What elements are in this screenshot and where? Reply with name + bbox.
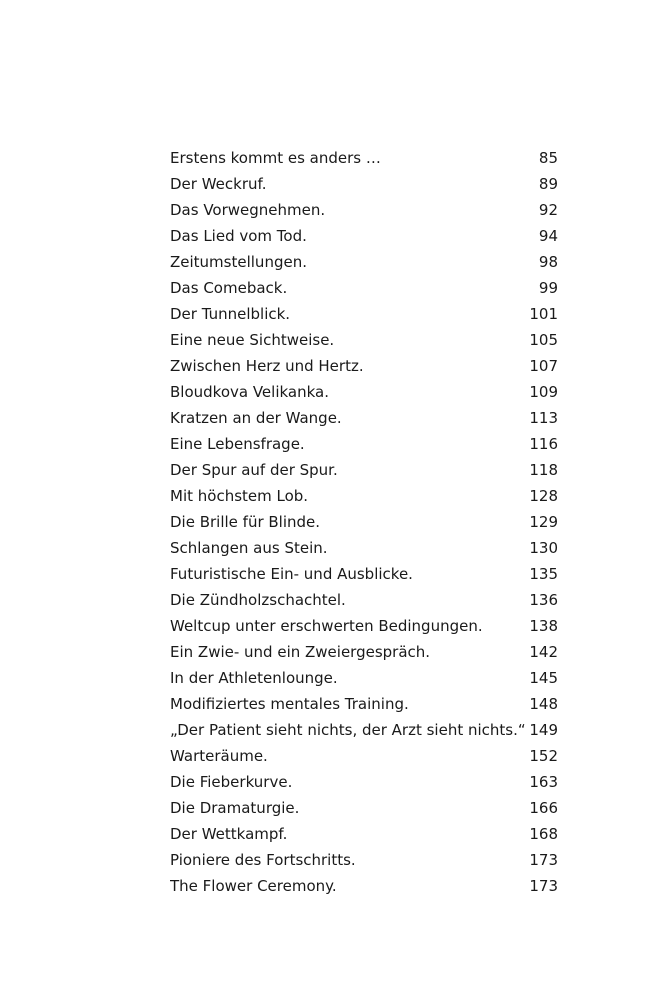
toc-entry-title: Zeitumstellungen. — [170, 253, 307, 271]
toc-entry-title: Das Lied vom Tod. — [170, 227, 307, 245]
toc-entry-page-number: 129 — [529, 513, 558, 531]
toc-entry-title: Die Zündholzschachtel. — [170, 591, 346, 609]
toc-entry-page-number: 138 — [529, 617, 558, 635]
toc-entry — [170, 249, 558, 275]
toc-entry-title: The Flower Ceremony. — [170, 877, 337, 895]
toc-entry-page-number: 107 — [529, 357, 558, 375]
toc-entry — [170, 171, 558, 197]
toc-entry — [170, 145, 558, 171]
toc-entry — [170, 197, 558, 223]
toc-entry-page-number: 89 — [538, 175, 558, 193]
toc-entry-title: Futuristische Ein- und Ausblicke. — [170, 565, 413, 583]
toc-entry — [170, 405, 558, 431]
toc-entry — [170, 509, 558, 535]
toc-entry-page-number: 98 — [538, 253, 558, 271]
toc-entry-title: Kratzen an der Wange. — [170, 409, 342, 427]
toc-entry — [170, 275, 558, 301]
toc-entry — [170, 613, 558, 639]
toc-entry-page-number: 142 — [529, 643, 558, 661]
toc-entry — [170, 665, 558, 691]
toc-entry-title: Bloudkova Velikanka. — [170, 383, 329, 401]
toc-entry-page-number: 152 — [529, 747, 558, 765]
toc-entry-title: Mit höchstem Lob. — [170, 487, 309, 505]
toc-entry — [170, 223, 558, 249]
toc-entry-page-number: 168 — [529, 825, 558, 843]
toc-entry-page-number: 130 — [529, 539, 558, 557]
toc-entry-page-number: 109 — [529, 383, 558, 401]
toc-entry — [170, 379, 558, 405]
toc-entry — [170, 535, 558, 561]
toc-entry-title: Pioniere des Fortschritts. — [170, 851, 356, 869]
toc-entry-page-number: 128 — [529, 487, 558, 505]
toc-entry — [170, 795, 558, 821]
toc-entry-title: Eine neue Sichtweise. — [170, 331, 335, 349]
toc-entry-title: Modifiziertes mentales Training. — [170, 695, 409, 713]
toc-entry-title: Erstens kommt es anders … — [170, 149, 381, 167]
toc-entry-page-number: 116 — [529, 435, 558, 453]
table-of-contents — [170, 145, 558, 899]
toc-entry-title: Eine Lebensfrage. — [170, 435, 305, 453]
toc-entry — [170, 717, 558, 743]
toc-entry-page-number: 85 — [538, 149, 558, 167]
toc-entry — [170, 431, 558, 457]
toc-entry-title: Der Weckruf. — [170, 175, 267, 193]
toc-entry-title: Die Brille für Blinde. — [170, 513, 321, 531]
toc-entry-title: Der Wettkampf. — [170, 825, 288, 843]
toc-entry-title: Der Tunnelblick. — [170, 305, 291, 323]
toc-entry-page-number: 92 — [538, 201, 558, 219]
toc-entry — [170, 483, 558, 509]
toc-entry-title: In der Athletenlounge. — [170, 669, 338, 687]
toc-entry-page-number: 118 — [529, 461, 558, 479]
toc-entry — [170, 561, 558, 587]
toc-entry-title: Schlangen aus Stein. — [170, 539, 328, 557]
toc-entry-title: Der Spur auf der Spur. — [170, 461, 338, 479]
toc-entry-title: Das Vorwegnehmen. — [170, 201, 326, 219]
toc-entry-page-number: 94 — [538, 227, 558, 245]
toc-entry-title: „Der Patient sieht nichts, der Arzt sieht nichts.“ — [170, 721, 526, 739]
toc-entry-page-number: 135 — [529, 565, 558, 583]
toc-entry-page-number: 148 — [529, 695, 558, 713]
toc-entry-page-number: 149 — [529, 721, 558, 739]
toc-entry-page-number: 113 — [529, 409, 558, 427]
toc-entry — [170, 743, 558, 769]
toc-entry-page-number: 105 — [529, 331, 558, 349]
toc-entry — [170, 639, 558, 665]
toc-entry — [170, 301, 558, 327]
toc-entry-page-number: 145 — [529, 669, 558, 687]
toc-entry — [170, 691, 558, 717]
toc-entry-title: Die Fieberkurve. — [170, 773, 293, 791]
toc-entry-title: Weltcup unter erschwerten Bedingungen. — [170, 617, 483, 635]
toc-entry — [170, 821, 558, 847]
toc-entry — [170, 353, 558, 379]
toc-entry-page-number: 101 — [529, 305, 558, 323]
toc-entry — [170, 587, 558, 613]
toc-entry-page-number: 166 — [529, 799, 558, 817]
toc-entry — [170, 327, 558, 353]
toc-entry-page-number: 99 — [538, 279, 558, 297]
toc-entry-page-number: 136 — [529, 591, 558, 609]
toc-entry-title: Zwischen Herz und Hertz. — [170, 357, 364, 375]
toc-entry-title: Ein Zwie- und ein Zweiergespräch. — [170, 643, 431, 661]
toc-entry-page-number: 173 — [529, 851, 558, 869]
toc-entry — [170, 769, 558, 795]
toc-entry-title: Das Comeback. — [170, 279, 288, 297]
toc-entry-title: Die Dramaturgie. — [170, 799, 300, 817]
toc-entry-page-number: 163 — [529, 773, 558, 791]
toc-entry-page-number: 173 — [529, 877, 558, 895]
toc-entry-title: Warteräume. — [170, 747, 268, 765]
toc-entry — [170, 457, 558, 483]
toc-entry — [170, 873, 558, 899]
toc-entry — [170, 847, 558, 873]
